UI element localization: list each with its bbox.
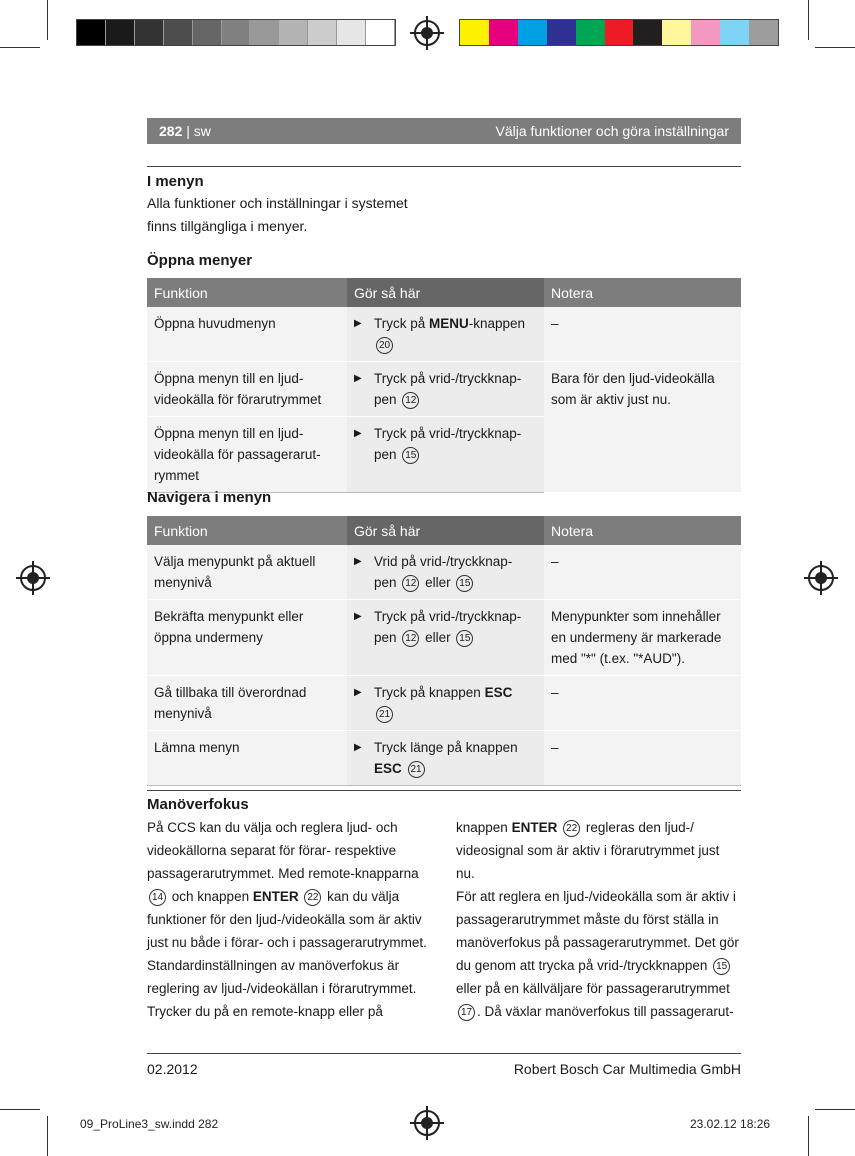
arrow-icon: ▶ — [354, 611, 362, 622]
color-swatch — [308, 20, 337, 45]
color-swatch — [518, 20, 547, 45]
footer-divider — [147, 1053, 741, 1054]
section-heading: I menyn — [147, 173, 204, 190]
note-cell: – — [544, 676, 741, 731]
color-swatch — [337, 20, 366, 45]
key-number-badge: 17 — [458, 1004, 475, 1021]
action-cell: ▶ Tryck länge på knappen ESC 21 — [347, 731, 544, 786]
note-cell: – — [544, 731, 741, 786]
action-cell: ▶ Tryck på vrid-/tryckknap-pen 12 — [347, 362, 544, 417]
color-swatch — [250, 20, 279, 45]
focus-text-right: knappen ENTER 22 regleras den ljud-/ videosignal som är aktiv i förarutrymmet just nu. För att reglera en ljud-/videokälla som är aktiv i passagerarutrymmet måste du först ställa in manöverfokus på passagerarutrymmet. Det gör du genom att trycka på vrid-/tryckknappen 15 eller på en källväljare för passagerarutrymmet 17 . Då växlar manöverfokus till passagerarut- — [456, 820, 739, 1019]
note-cell: – — [544, 307, 741, 362]
color-swatch — [749, 20, 778, 45]
action-cell: ▶ Tryck på vrid-/tryckknap-pen 12 eller 15 — [347, 600, 544, 676]
color-swatch — [489, 20, 518, 45]
key-number-badge: 12 — [402, 630, 419, 647]
key-number-badge: 20 — [376, 337, 393, 354]
registration-mark-icon — [20, 565, 46, 591]
color-swatch — [279, 20, 308, 45]
column-header: Notera — [544, 278, 741, 307]
column-header: Funktion — [147, 516, 347, 545]
column-header: Funktion — [147, 278, 347, 307]
section-heading: Manöverfokus — [147, 796, 249, 813]
registration-mark-icon — [808, 565, 834, 591]
color-swatch — [691, 20, 720, 45]
key-number-badge: 21 — [408, 761, 425, 778]
page-title: Välja funktioner och göra inställningar — [495, 123, 729, 139]
arrow-icon: ▶ — [354, 373, 362, 384]
color-swatch — [460, 20, 489, 45]
color-swatch — [547, 20, 576, 45]
open-menus-table — [147, 278, 741, 493]
action-cell: ▶ Tryck på vrid-/tryckknap-pen 15 — [347, 417, 544, 493]
color-swatch — [77, 20, 106, 45]
color-swatch — [633, 20, 662, 45]
intro-text: Alla funktioner och inställningar i systemet finns tillgängliga i menyer. — [147, 195, 408, 234]
divider — [147, 166, 741, 167]
note-cell: Menypunkter som innehåller en undermeny är markerade med "*" (t.ex. "*AUD"). — [544, 600, 741, 676]
key-number-badge: 12 — [402, 575, 419, 592]
note-cell: – — [544, 545, 741, 600]
table-row — [147, 362, 741, 417]
action-cell: ▶ Tryck på MENU-knappen 20 — [347, 307, 544, 362]
footer-date: 02.2012 — [147, 1061, 198, 1077]
function-cell: Öppna huvudmenyn — [147, 307, 347, 362]
page-number: 282 | sw — [159, 123, 211, 139]
function-cell: Bekräfta menypunkt eller öppna undermeny — [147, 600, 347, 676]
crop-mark — [815, 1109, 855, 1110]
function-cell: Lämna menyn — [147, 731, 347, 786]
crop-mark — [0, 47, 40, 48]
color-swatch — [106, 20, 135, 45]
crop-mark — [0, 1109, 40, 1110]
table-heading: Öppna menyer — [147, 252, 253, 269]
registration-mark-icon — [414, 20, 440, 46]
column-header: Gör så här — [347, 278, 544, 307]
action-cell: ▶ Tryck på knappen ESC 21 — [347, 676, 544, 731]
process-color-bar — [459, 19, 779, 46]
key-number-badge: 21 — [376, 706, 393, 723]
color-swatch — [605, 20, 634, 45]
arrow-icon: ▶ — [354, 428, 362, 439]
footer-company: Robert Bosch Car Multimedia GmbH — [513, 1061, 741, 1077]
gray-color-bar — [76, 19, 396, 46]
page-header — [147, 118, 741, 144]
key-number-badge: 15 — [456, 630, 473, 647]
arrow-icon: ▶ — [354, 687, 362, 698]
color-swatch — [222, 20, 251, 45]
registration-mark-icon — [414, 1110, 440, 1136]
table-row — [147, 307, 741, 362]
key-number-badge: 14 — [149, 889, 166, 906]
table-row — [147, 676, 741, 731]
key-number-badge: 15 — [713, 958, 730, 975]
action-cell: ▶ Vrid på vrid-/tryckknap-pen 12 eller 15 — [347, 545, 544, 600]
table-heading: Navigera i menyn — [147, 489, 272, 506]
key-number-badge: 15 — [456, 575, 473, 592]
date-slug: 23.02.12 18:26 — [690, 1117, 771, 1131]
crop-mark — [47, 0, 48, 40]
table-row — [147, 731, 741, 786]
key-number-badge: 15 — [402, 447, 419, 464]
crop-mark — [808, 0, 809, 40]
crop-mark — [47, 1116, 48, 1156]
function-cell: Öppna menyn till en ljud-videokälla för passagerarut-rymmet — [147, 417, 347, 493]
key-number-badge: 22 — [563, 820, 580, 837]
navigate-menu-table — [147, 516, 741, 786]
arrow-icon: ▶ — [354, 742, 362, 753]
table-row — [147, 545, 741, 600]
table-row — [147, 600, 741, 676]
function-cell: Välja menypunkt på aktuell menynivå — [147, 545, 347, 600]
file-slug: 09_ProLine3_sw.indd 282 — [80, 1117, 219, 1131]
color-swatch — [193, 20, 222, 45]
color-swatch — [662, 20, 691, 45]
color-swatch — [366, 20, 395, 45]
note-cell: Bara för den ljud-videokälla som är aktiv just nu. — [544, 362, 741, 493]
function-cell: Öppna menyn till en ljud-videokälla för förarutrymmet — [147, 362, 347, 417]
crop-mark — [815, 47, 855, 48]
arrow-icon: ▶ — [354, 556, 362, 567]
color-swatch — [164, 20, 193, 45]
focus-text-left: På CCS kan du välja och reglera ljud- och videokällorna separat för förar- respektive passagerarutrymmet. Med remote-knapparna 14 och knappen ENTER 22 kan du välja funktioner för den ljud-/videokälla som är aktiv just nu både i förar- och i passagerarutrymmet. Standardinställningen av manöverfokus är reglering av ljud-/videokällan i förarutrymmet. Trycker du på en remote-knapp eller på — [147, 820, 427, 1019]
key-number-badge: 22 — [304, 889, 321, 906]
divider — [147, 790, 741, 791]
column-header: Gör så här — [347, 516, 544, 545]
arrow-icon: ▶ — [354, 318, 362, 329]
color-swatch — [720, 20, 749, 45]
crop-mark — [808, 1116, 809, 1156]
key-number-badge: 12 — [402, 392, 419, 409]
color-swatch — [576, 20, 605, 45]
column-header: Notera — [544, 516, 741, 545]
function-cell: Gå tillbaka till överordnad menynivå — [147, 676, 347, 731]
color-swatch — [135, 20, 164, 45]
